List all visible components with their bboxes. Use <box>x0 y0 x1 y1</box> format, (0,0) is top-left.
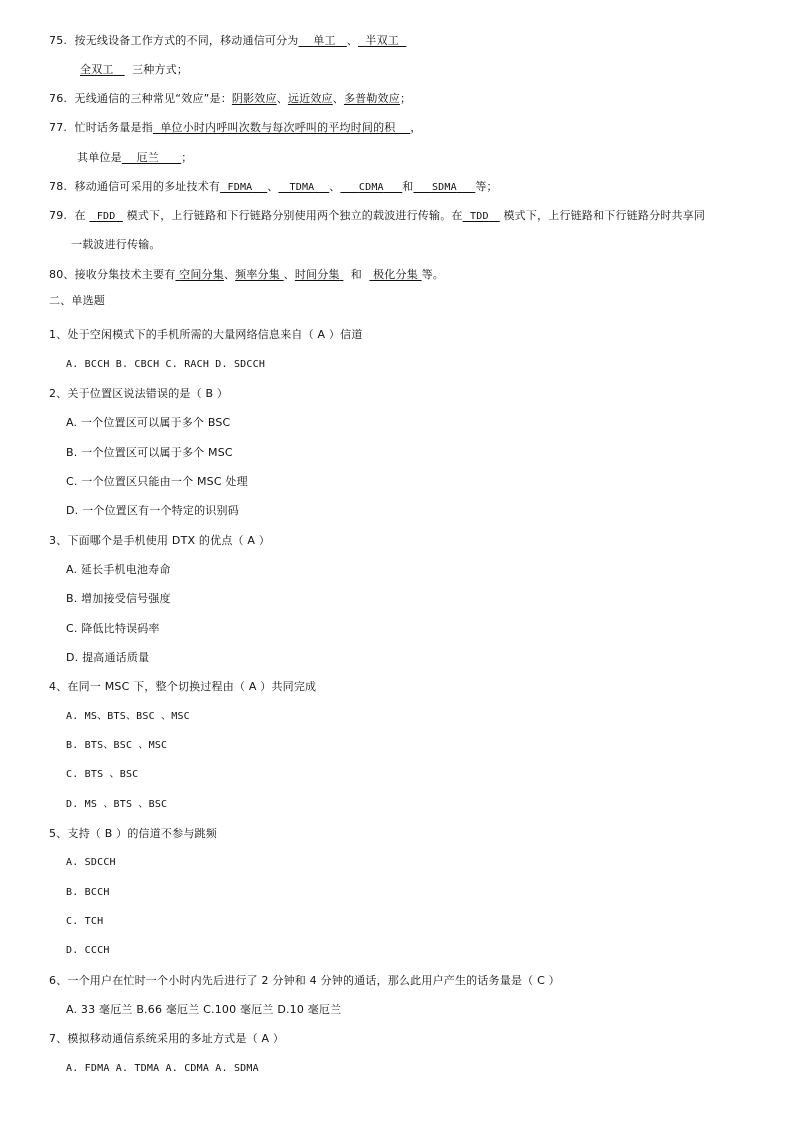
answer-blank-3: 全双工 <box>80 63 114 76</box>
q79-line2: 一载波进行传输。 <box>71 238 161 251</box>
answer-blank-1: FDD <box>96 211 116 222</box>
question-number: 76. <box>49 92 68 105</box>
mc-q4-option-c: C. BTS 、BSC <box>66 769 139 780</box>
mc-q5-stem: 5、支持（ B ）的信道不参与跳频 <box>49 827 217 840</box>
mc-q6-stem: 6、一个用户在忙时一个小时内先后进行了 2 分钟和 4 分钟的通话，那么此用户产生的话务量是（ C ） <box>49 974 560 987</box>
mc-q5-option-a: A. SDCCH <box>66 857 116 868</box>
q77-line2: 其单位是 厄兰 ； <box>77 151 193 164</box>
answer-blank-1: 单位小时内呼叫次数与每次呼叫的平均时间的积 <box>160 121 396 134</box>
mc-q2-option-c: C. 一个位置区只能由一个 MSC 处理 <box>66 475 248 488</box>
mc-q7-options: A. FDMA A. TDMA A. CDMA A. SDMA <box>66 1063 259 1074</box>
q75-line1: 75. 按无线设备工作方式的不同，移动通信可分为 单工 、 半双工 <box>49 34 406 48</box>
answer-blank-3: CDMA <box>358 182 384 193</box>
answer-blank-1: 阴影效应 <box>231 92 277 105</box>
mc-q2-option-a: A. 一个位置区可以属于多个 BSC <box>66 416 231 429</box>
question-number: 77. <box>49 121 68 134</box>
answer-blank-3: 多普勒效应 <box>343 92 400 105</box>
answer-blank-2: 频率分集 <box>235 268 280 281</box>
q77-line1: 77. 忙时话务量是指 单位小时内呼叫次数与每次呼叫的平均时间的积 ， <box>49 121 422 134</box>
mc-q1-stem: 1、处于空闲模式下的手机所需的大量网络信息来自（ A ）信道 <box>49 328 363 341</box>
answer-blank-2: 远近效应 <box>287 92 333 105</box>
answer-blank-2: TDD <box>470 211 489 222</box>
q78-line: 78. 移动通信可采用的多址技术有 FDMA 、 TDMA 、 CDMA 和 SDMA 等； <box>49 180 498 193</box>
mc-q7-stem: 7、模拟移动通信系统采用的多址方式是（ A ） <box>49 1032 285 1045</box>
question-number: 78. <box>49 180 68 193</box>
answer-blank-1: 单工 <box>313 34 336 47</box>
mc-q1-options: A. BCCH B. CBCH C. RACH D. SDCCH <box>66 359 266 370</box>
section-title: 二、单选题 <box>49 294 105 307</box>
mc-q3-option-c: C. 降低比特误码率 <box>66 622 160 635</box>
mc-q6-options: A. 33 毫厄兰 B.66 毫厄兰 C.100 毫厄兰 D.10 毫厄兰 <box>66 1003 342 1016</box>
mc-q2-option-d: D. 一个位置区有一个特定的识别码 <box>66 504 239 517</box>
mc-q3-option-a: A. 延长手机电池寿命 <box>66 563 171 576</box>
mc-q3-option-d: D. 提高通话质量 <box>66 651 150 664</box>
answer-blank-1: 空间分集 <box>179 268 224 281</box>
mc-q5-option-c: C. TCH <box>66 916 104 927</box>
answer-blank-4: SDMA <box>431 182 457 193</box>
mc-q3-option-b: B. 增加接受信号强度 <box>66 592 171 605</box>
q79-line1: 79. 在 FDD 模式下，上行链路和下行链路分别使用两个独立的载波进行传输。在 TDD 模式下，上行链路和下行链路分时共享同 <box>49 209 706 222</box>
answer-blank-2: 半双工 <box>365 34 400 47</box>
mc-q4-stem: 4、在同一 MSC 下，整个切换过程由（ A ）共同完成 <box>49 680 317 693</box>
answer-blank-2: TDMA <box>289 182 315 193</box>
q76-line: 76. 无线通信的三种常见“效应”是：阴影效应、远近效应、多普勒效应； <box>49 92 412 105</box>
answer-blank-2: 厄兰 <box>136 151 160 164</box>
mc-q2-stem: 2、关于位置区说法错误的是（ B ） <box>49 387 229 400</box>
question-number: 80、 <box>49 268 75 281</box>
mc-q5-option-b: B. BCCH <box>66 887 110 898</box>
mc-q2-option-b: B. 一个位置区可以属于多个 MSC <box>66 446 233 459</box>
answer-blank-4: 极化分集 <box>373 268 418 281</box>
q80-line: 80、接收分集技术主要有 空间分集、频率分集 、时间分集 和 极化分集 等。 <box>49 268 445 281</box>
mc-q3-stem: 3、下面哪个是手机使用 DTX 的优点（ A ） <box>49 534 271 547</box>
question-number: 75. <box>49 34 68 47</box>
mc-q4-option-d: D. MS 、BTS 、BSC <box>66 799 168 810</box>
question-text: 按无线设备工作方式的不同，移动通信可分为 <box>74 34 299 47</box>
mc-q4-option-a: A. MS、BTS、BSC 、MSC <box>66 711 190 722</box>
question-number: 79. <box>49 209 68 222</box>
answer-blank-1: FDMA <box>227 182 253 193</box>
answer-blank-3: 时间分集 <box>294 268 340 281</box>
mc-q5-option-d: D. CCCH <box>66 945 110 956</box>
q75-line2: 全双工 三种方式； <box>80 63 189 76</box>
mc-q4-option-b: B. BTS、BSC 、MSC <box>66 740 168 751</box>
